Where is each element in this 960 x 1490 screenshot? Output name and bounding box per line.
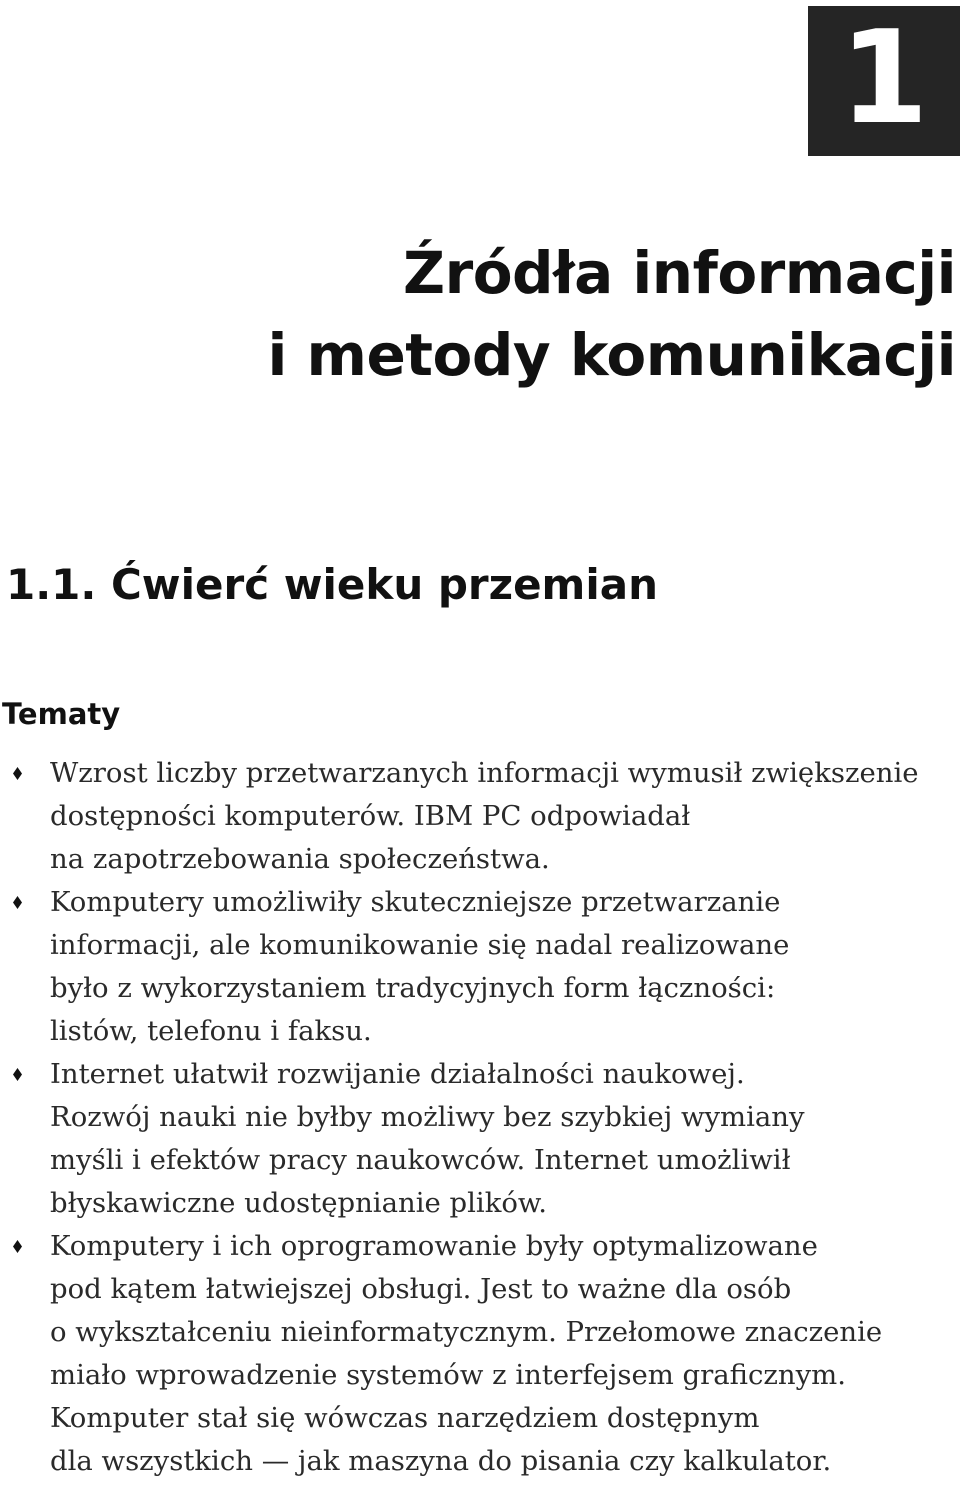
- topic-item-line: o wykształceniu nieinformatycznym. Przełomowe znaczenie: [50, 1316, 883, 1348]
- topic-item-line: Wzrost liczby przetwarzanych informacji wymusił zwiększenie: [50, 757, 919, 789]
- diamond-bullet-icon: [13, 1068, 22, 1081]
- chapter-number-box: [808, 6, 960, 156]
- topic-item: [0, 881, 920, 1053]
- chapter-title-line: Źródła informacji: [403, 239, 956, 307]
- chapter-title: [267, 232, 956, 396]
- topic-item-line: na zapotrzebowania społeczeństwa.: [50, 843, 550, 875]
- topics-heading: Tematy: [2, 697, 121, 731]
- diamond-bullet-icon: [13, 896, 22, 909]
- topic-item-line: dla wszystkich — jak maszyna do pisania czy kalkulator.: [50, 1445, 832, 1477]
- section-title: 1.1. Ćwierć wieku przemian: [6, 560, 658, 609]
- topic-item-line: miało wprowadzenie systemów z interfejsem graficznym.: [50, 1359, 846, 1391]
- diamond-bullet-icon: [13, 767, 22, 780]
- topic-item: [0, 1225, 920, 1483]
- chapter-number: 1: [839, 4, 929, 153]
- topic-item-line: myśli i efektów pracy naukowców. Internet umożliwił: [50, 1144, 791, 1176]
- topic-item-line: dostępności komputerów. IBM PC odpowiadał: [50, 800, 691, 832]
- chapter-title-line: i metody komunikacji: [267, 321, 956, 389]
- topic-item-line: Komputery umożliwiły skuteczniejsze przetwarzanie: [50, 886, 781, 918]
- topic-item-line: Internet ułatwił rozwijanie działalności naukowej.: [50, 1058, 745, 1090]
- topic-item: [0, 752, 920, 881]
- diamond-bullet-icon: [13, 1240, 22, 1253]
- topic-item: [0, 1053, 920, 1225]
- topic-item-line: Komputery i ich oprogramowanie były optymalizowane: [50, 1230, 818, 1262]
- topic-item-line: pod kątem łatwiejszej obsługi. Jest to ważne dla osób: [50, 1273, 792, 1305]
- topic-item-line: listów, telefonu i faksu.: [50, 1015, 372, 1047]
- topic-item-line: było z wykorzystaniem tradycyjnych form łączności:: [50, 972, 776, 1004]
- topic-item-line: Rozwój nauki nie byłby możliwy bez szybkiej wymiany: [50, 1101, 805, 1133]
- topic-item-line: Komputer stał się wówczas narzędziem dostępnym: [50, 1402, 760, 1434]
- topic-item-line: informacji, ale komunikowanie się nadal realizowane: [50, 929, 790, 961]
- topic-item-line: błyskawiczne udostępnianie plików.: [50, 1187, 547, 1219]
- topics-list: [0, 752, 920, 1483]
